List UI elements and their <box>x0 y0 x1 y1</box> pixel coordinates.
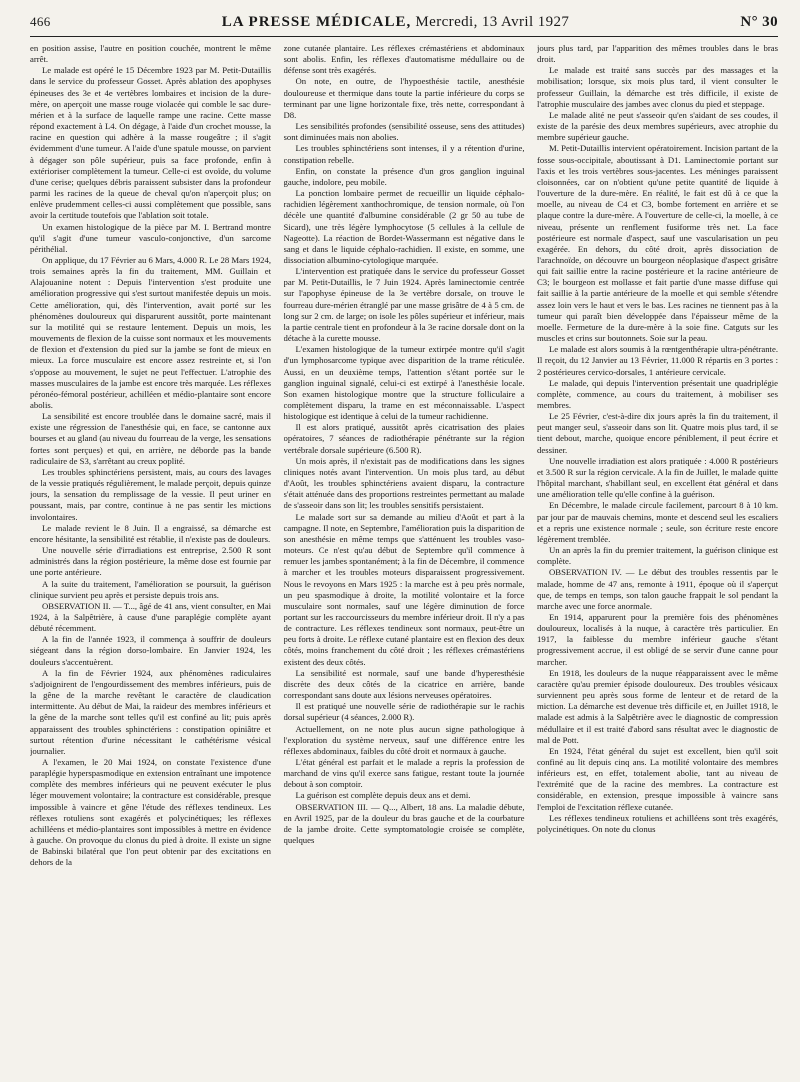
column-right <box>537 43 778 1079</box>
paragraph: OBSERVATION II. — T..., âgé de 41 ans, vient consulter, en Mai 1924, à la Salpêtrière, à cause d'une paraplégie complète ayant débuté récemment. <box>30 600 271 634</box>
column-middle <box>284 43 525 1079</box>
paragraph: OBSERVATION III. — Q..., Albert, 18 ans. La maladie débute, en Avril 1925, par de la douleur du bras gauche et de la courbature de la jambe droite. Cette symptomatologie croisée se complète, quelques <box>283 801 525 846</box>
paragraph: zone cutanée plantaire. Les réflexes crémastériens et abdominaux sont abolis. Enfin, les réflexes d'automatisme médullaire ou de défense sont très exagérés. <box>283 43 525 76</box>
paragraph: jours plus tard, par l'apparition des mêmes troubles dans le bras droit. <box>537 43 778 65</box>
paragraph: Un examen histologique de la pièce par M. I. Bertrand montre qu'il s'agit d'une tumeur vasculo-conjonctive, d'un sarcome périthélial. <box>30 221 271 254</box>
paragraph: Un an après la fin du premier traitement, la guérison clinique est complète. <box>537 545 778 567</box>
paragraph: Enfin, on constate la présence d'un gros ganglion inguinal gauche, indolore, peu mobile. <box>283 165 525 187</box>
column-left <box>30 43 271 1079</box>
paragraph: A la suite du traitement, l'amélioration se poursuit, la guérison clinique survient peu après et persiste depuis trois ans. <box>30 578 271 600</box>
text-columns <box>30 43 778 1079</box>
paragraph: Le 25 Février, c'est-à-dire dix jours après la fin du traitement, il peut manger seul, s'asseoir dans son lit. Quatre mois plus tard, il se tient debout, marche, quoique encore péniblement, il peut écrire et dessiner. <box>537 411 778 455</box>
paragraph: L'état général est parfait et le malade a repris la profession de marchand de vins qu'il exerce sans fatigue, restant toute la journée debout à son comptoir. <box>283 757 525 790</box>
paragraph: En 1918, les douleurs de la nuque réapparaissent avec le même caractère qu'au premier épisode douloureux. Des troubles vésicaux surviennent peu après sous forme de lenteur et de retard de la miction. La démarche est devenue très difficile et, en Juillet 1918, le malade est admis à la Salpêtrière avec le diagnostic de compression médullaire et il est traité d'abord sans résultat avec le diagnostic de mal de Pott. <box>537 667 778 745</box>
journal-title: LA PRESSE MÉDICALE, <box>221 14 412 30</box>
paragraph: En 1914, apparurent pour la première fois des phénomènes douloureux, localisés à la nuque, à caractère très particulier. En 1917, la faiblesse du membre inférieur gauche s'étant progressivement accrue, il est obligé de se servir d'une canne pour marcher. <box>537 611 778 667</box>
paragraph: On applique, du 17 Février au 6 Mars, 4.000 R. Le 28 Mars 1924, trois semaines après la fin du traitement, MM. Guillain et Alajouanine notent : Depuis l'intervention s'est produite une amélioration progressive qui s'est surtout manifestée depuis un mois. Cette amélioration, qui, dès l'intervention, avait porté sur les phénomènes douloureux qui disparurent aussitôt, porte maintenant sur la motilité qui se restaure lentement. Depuis un mois, les mouvements de flexion de la cuisse sont normaux et les mouvements de flexion et d'extension du pied sur la jambe se font de mieux en mieux. La force musculaire est encore assez restreinte et, si l'on s'oppose au mouvement, le sujet ne peut l'effectuer. L'atrophie des masses musculaires de la jambe est encore très marquée. Les réflexes péronéo-fémoral postérieur, achilléen et médio-plantaire sont encore abolis. <box>30 254 271 410</box>
paragraph: Une nouvelle série d'irradiations est entreprise, 2.500 R sont administrés dans la région postérieure, la même dose est fournie par une porte antérieure. <box>30 545 271 578</box>
paragraph: Une nouvelle irradiation est alors pratiquée : 4.000 R postérieurs et 3.500 R sur la région cervicale. A la fin de Juillet, le malade quitte l'hôpital marchant, s'habillant seul, en excellent état général et dans une amélioration telle qu'elle confine à la guérison. <box>537 455 778 500</box>
paragraph: Les troubles sphinctériens sont intenses, il y a rétention d'urine, constipation rebelle. <box>283 143 525 165</box>
paragraph: La sensibilité est encore troublée dans le domaine sacré, mais il existe une régression de l'anesthésie qui, en face, se cantonne aux bourses et au gland (au niveau du fourreau de la verge, les sensations fortes sont perçues) et qui, en arrière, ne déborde pas la bande radiculaire de S3, s'arrêtant au creux poplité. <box>30 411 271 466</box>
issue-date: Mercredi, 13 Avril 1927 <box>415 14 570 30</box>
paragraph: Le malade sort sur sa demande au milieu d'Août et part à la campagne. Il note, en Septembre, l'amélioration puis la disparition de son anesthésie en même temps que s'atténuent les troubles vaso-moteurs. Ce n'est qu'au début de Septembre qu'il commence à remuer les jambes spontanément; à la fin de Décembre, il commence à marcher et les troubles moteurs disparaissent progressivement. Nous le revoyons en Mars 1925 : la marche est à peu près normale, un peu spasmodique à droite, la motilité volontaire et la force musculaire sont normales, sauf une légère diminution de force portant sur les raccourcisseurs du membre inférieur droit. Il n'y a pas de contracture. Les réflexes tendineux sont normaux, peut-être un peu forts à droite. Le réflexe cutané plantaire est en flexion des deux côtés, moins franchement du côté droit ; les réflexes crémastériens existent des deux côtés. <box>283 511 525 667</box>
paragraph: La ponction lombaire permet de recueillir un liquide céphalo-rachidien légèrement xanthochromique, de tension normale, où l'on décèle une quantité d'albumine considérable (2 gr 50 au tube de Sicard), une très légère lymphocytose (5 cellules à la cellule de Nageotte). La réaction de Bordet-Wassermann est négative dans le sang et dans le liquide céphalo-rachidien. Il existe, en somme, une dissociation albumino-cytologique marquée. <box>283 188 525 265</box>
paragraph: Le malade est opéré le 15 Décembre 1923 par M. Petit-Dutaillis dans le service du professeur Gosset. Après ablation des apophyses épineuses des 3e et 4e vertèbres lombaires et incision de la dure-mère, on aperçoit une masse rouge violacée qui comble le sac dure-mérien et à la surface de laquelle rampe une racine. Cette masse répond exactement à L4. On dégage, à l'aide d'un crochet mousse, la racine en question qui adhère à la masse rougeâtre ; il s'agit évidemment d'une tumeur. A l'aide d'une spatule mousse, on parvient à dégager son pôle supérieur, puis sa face profonde, enfin à extérioriser complètement la tumeur. Celle-ci est ovoïde, du volume d'une cerise; quelques débris paraissent subsister dans la profondeur parmi les racines de la queue de cheval qu'on n'aperçoit plus; on enlève prudemment celles-ci aussi complètement que possible, sans avoir la certitude toutefois que l'ablation soit totale. <box>30 65 271 221</box>
paragraph: Il est alors pratiqué, aussitôt après cicatrisation des plaies opératoires, 7 séances de radiothérapie pénétrante sur la région vertébrale dorsale supérieure (6.500 R). <box>283 422 525 455</box>
paragraph: On note, en outre, de l'hypoesthésie tactile, anesthésie douloureuse et thermique dans toute la partie inférieure du corps se terminant par une ligne horizontale fixe, très nette, correspondant à D8. <box>283 76 525 120</box>
paragraph: Le malade revient le 8 Juin. Il a engraissé, sa démarche est encore hésitante, la sensibilité est rétablie, il n'existe pas de douleurs. <box>30 522 271 544</box>
paragraph: Le malade est traité sans succès par des massages et la mobilisation; lorsque, six mois plus tard, il vient consulter le professeur Guillain, la démarche est très difficile, il existe de l'atrophie musculaire des jambes avec clonus du pied et steppage. <box>537 65 778 109</box>
paragraph: La guérison est complète depuis deux ans et demi. <box>295 790 471 801</box>
paragraph: A la fin de l'année 1923, il commença à souffrir de douleurs siégeant dans la région dorso-lombaire. En Janvier 1924, les douleurs s'accentuèrent. <box>30 634 271 667</box>
paragraph: Le malade alité ne peut s'asseoir qu'en s'aidant de ses coudes, il existe de la parésie des deux membres supérieurs, avec atrophie du membre supérieur gauche. <box>537 109 778 143</box>
paragraph: L'examen histologique de la tumeur extirpée montre qu'il s'agit d'un lymphosarcome typique avec disparition de la trame réticulée. Aussi, en un deuxième temps, l'attention s'étant portée sur le ganglion inguinal signalé, celui-ci est extirpé à l'anesthésie locale. Son examen histologique montre que la structure folliculaire a complètement disparu, la trame en est méconnaissable. L'aspect histologique est identique à celui de la tumeur rachidienne. <box>283 344 525 422</box>
paragraph: OBSERVATION IV. — Le début des troubles ressentis par le malade, homme de 47 ans, remonte à 1911, époque où il s'aperçut que, de temps en temps, son talon gauche frappait le sol pendant la marche avec une force anormale. <box>537 567 778 611</box>
running-header <box>30 14 778 37</box>
paragraph: A la fin de Février 1924, aux phénomènes radiculaires s'adjoignirent de l'engourdissement des membres inférieurs, puis de la gêne de la marche revêtant le caractère de claudication intermittente. Au début de Mai, la raideur des membres inférieurs et la gêne de la marche sont telles qu'il est confiné au lit; puis après apparaissent des troubles sphinctériens : constipation opiniâtre et surtout rétention d'urine nécessitant le cathétérisme vésical journalier. <box>30 667 271 756</box>
paragraph: L'intervention est pratiquée dans le service du professeur Gosset par M. Petit-Dutaillis, le 7 Juin 1924. Après laminectomie centrée sur l'apophyse épineuse de la 3e vertèbre dorsale, on trouve le fourreau dure-mérien étranglé par une masse grisâtre de 4 à 5 cm. de long sur 2 cm. de large; on isole les pôles supérieur et inférieur, mais la partie centrale tient en profondeur à la 3e racine dorsale dont on la détache à la curette mousse. <box>283 266 525 344</box>
paragraph: Les troubles sphinctériens persistent, mais, au cours des lavages de la vessie pratiqués régulièrement, le malade perçoit, depuis quinze jours, la sensation du remplissage de la vessie. Il peut uriner en poussant, mais, par contre, continue à ne pas sentir les mictions involontaires. <box>30 466 271 522</box>
paragraph: Les sensibilités profondes (sensibilité osseuse, sens des attitudes) sont diminuées mais non abolies. <box>283 121 525 143</box>
paragraph: A l'examen, le 20 Mai 1924, on constate l'existence d'une paraplégie hyperspasmodique en extension entraînant une impotence complète des membres inférieurs qui ne peuvent exécuter le plus léger mouvement volontaire; la contracture est considérable, presque impossible à vaincre et gêne l'étude des réflexes tendineux. Les réflexes rotuliens sont exagérés et polycinétiques; les réflexes achilléens et médio-plantaires sont impossibles à mettre en évidence à gauche. On provoque du clonus du pied à droite. Il existe un signe de Babinski bilatéral que l'on peut obtenir par des excitations en dehors de la <box>30 757 271 868</box>
paragraph: Le malade est alors soumis à la rœntgenthérapie ultra-pénétrante. Il reçoit, du 12 Janvier au 13 Février, 11.000 R répartis en 3 portes : 2 postérieures cervico-dorsales, 1 antérieure cervicale. <box>537 344 778 377</box>
paragraph: en position assise, l'autre en position couchée, montrent le même arrêt. <box>30 43 271 65</box>
paragraph: La sensibilité est normale, sauf une bande d'hyperesthésie discrète des deux côtés de la cicatrice en arrière, bande correspondant sans doute aux lésions nerveuses opératoires. <box>283 667 525 701</box>
paragraph: Il est pratiqué une nouvelle série de radiothérapie sur le rachis dorsal supérieur (4 séances, 2.000 R). <box>283 701 525 723</box>
paragraph: En Décembre, le malade circule facilement, parcourt 8 à 10 km. par jour par de mauvais chemins, monte et descend seul les escaliers et a repris une existence normale ; seule, son écriture reste encore légèrement tremblée. <box>537 500 778 544</box>
paragraph: Actuellement, on ne note plus aucun signe pathologique à l'exploration du système nerveux, sauf une différence entre les réflexes abdominaux, faibles du côté droit et normaux à gauche. <box>283 723 525 756</box>
paragraph: M. Petit-Dutaillis intervient opératoirement. Incision partant de la fosse sous-occipitale, aboutissant à D1. Laminectomie portant sur l'axis et les trois vertèbres sous-jacentes. Les méninges paraissent cloisonnées, car on n'obtient qu'une petite quantité de liquide à l'ouverture de la dure-mère. En réalité, le fait est dû à ce que la moelle, au niveau de C4 et C3, bombe fortement en arrière et se plaque contre la dure-mère. A l'ouverture de celle-ci, la moelle, à ce niveau, présente un renflement fusiforme très net. La face postérieure est normale d'aspect, sauf une vascularisation un peu exagérée. En dehors, du côté droit, après dissociation de l'arachnoïde, on découvre un bourgeon néoplasique d'aspect grisâtre qui fait saillie entre la racine postérieure et la racine antérieure de C3; le bourgeon est mollasse et fait partie d'une masse diffuse qui fait saillie à la partie antérieure de la moelle et qui semble s'étendre assez loin vers le haut et vers le bas. Les racines ne tiennent pas à la tumeur qui paraît bien développée dans l'épaisseur même de la moelle. Fermeture de la dure-mère à la soie fine. Catguts sur les muscles et crins sur boutonnets. Soie sur la peau. <box>537 143 778 344</box>
paragraph: Le malade, qui depuis l'intervention présentait une quadriplégie complète, commence, au cours du traitement, à mobiliser ses membres. <box>537 377 778 410</box>
issue-number: N° 30 <box>740 14 778 30</box>
header-title-block <box>222 14 570 31</box>
paragraph: Un mois après, il n'existait pas de modifications dans les signes cliniques notés avant l'intervention. Un mois plus tard, au début d'Août, les troubles sphinctériens avaient disparu, la contracture s'était atténuée dans des proportions restreintes permettant au malade de s'asseoir dans son lit; les troubles sensitifs persistaient. <box>283 455 525 511</box>
paragraph: Les réflexes tendineux rotuliens et achilléens sont très exagérés, polycinétiques. On note du clonus <box>537 812 778 834</box>
paragraph: En 1924, l'état général du sujet est excellent, bien qu'il soit confiné au lit depuis cinq ans. La motilité volontaire des membres inférieurs est, en effet, totalement abolie, tant au niveau de l'extrémité que de la racine des membres. La contracture est considérable, en extension, presque impossible à vaincre sans l'emploi de l'excitation réflexe cutanée. <box>537 745 778 812</box>
page-number: 466 <box>30 14 51 29</box>
